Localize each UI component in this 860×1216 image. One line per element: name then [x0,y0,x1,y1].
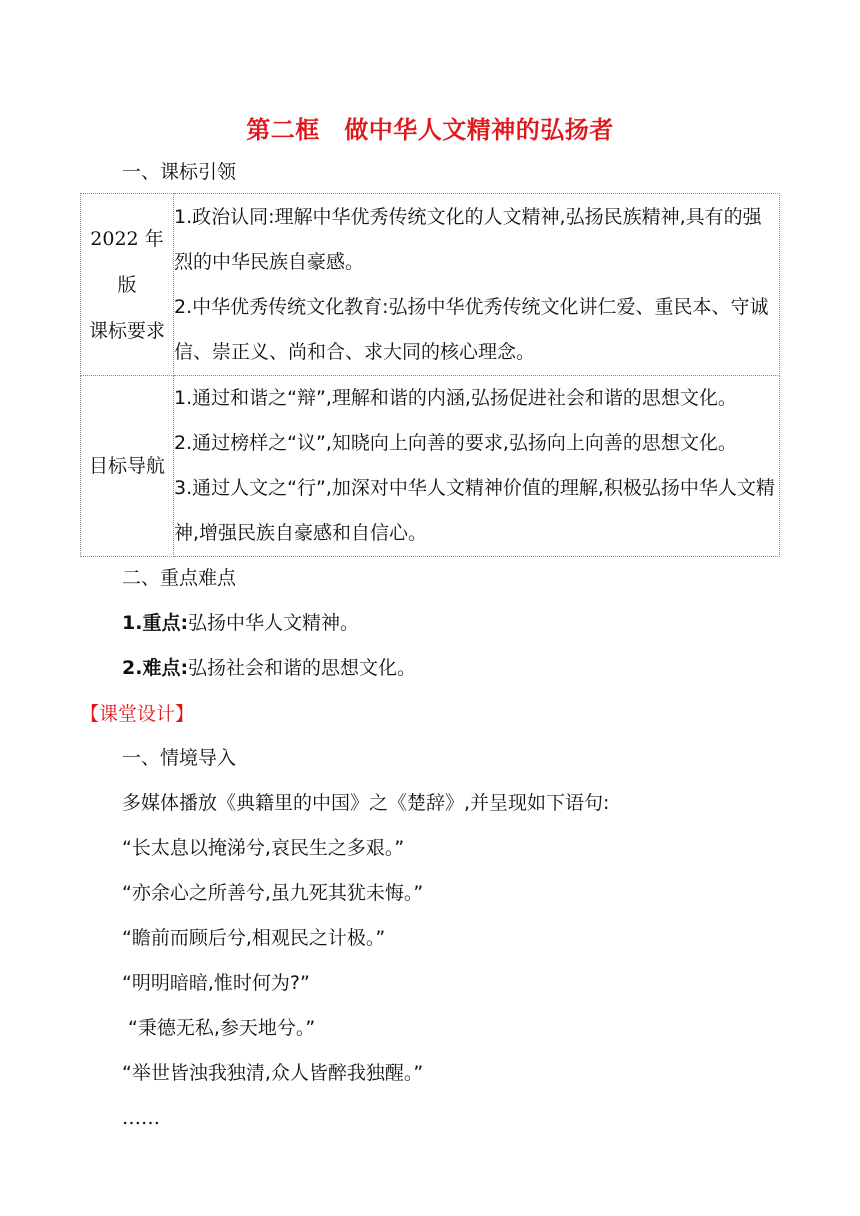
difficult-point-text: 弘扬社会和谐的思想文化。 [188,657,417,679]
difficult-point-label: 2.难点: [122,657,189,679]
table-row-label: 目标导航 [81,376,174,557]
key-point-text: 弘扬中华人文精神。 [188,612,360,634]
quote-line: “长太息以掩涕兮,哀民生之多艰。” [122,837,405,859]
quote-line: “秉德无私,参天地兮。” [122,1017,316,1039]
table-row-content [174,194,780,376]
class-design-label: 【课堂设计】 [80,703,195,725]
list-item: 2.中华优秀传统文化教育:弘扬中华优秀传统文化讲仁爱、重民本、守诚信、崇正义、尚和合、求大同的核心理念。 [174,295,769,363]
table-row-label [81,194,174,376]
ellipsis: …… [122,1107,160,1129]
table-row [81,194,780,376]
section-heading-intro: 一、情境导入 [122,747,237,769]
list-item: 1.通过和谐之“辩”,理解和谐的内涵,弘扬促进社会和谐的思想文化。 [174,387,737,409]
difficult-point [122,654,416,682]
list-item: 2.通过榜样之“议”,知晓向上向善的要求,弘扬向上向善的思想文化。 [174,432,737,454]
list-item: 1.政治认同:理解中华优秀传统文化的人文精神,弘扬民族精神,具有的强烈的中华民族自豪感。 [174,205,762,273]
section-heading-curriculum: 一、课标引领 [122,161,237,183]
table-row-content [174,376,780,557]
page-title: 第二框 做中华人文精神的弘扬者 [246,116,614,144]
quote-line: “举世皆浊我独清,众人皆醉我独醒。” [122,1062,424,1084]
key-point [122,609,359,637]
list-item: 3.通过人文之“行”,加深对中华人文精神价值的理解,积极弘扬中华人文精神,增强民族自豪感和自信心。 [174,477,775,544]
section-heading-key-points: 二、重点难点 [122,567,237,589]
key-point-label: 1.重点: [122,612,189,634]
quote-line: “瞻前而顾后兮,相观民之计极。” [122,927,386,949]
curriculum-table [80,193,780,557]
intro-text: 多媒体播放《典籍里的中国》之《楚辞》,并呈现如下语句: [122,792,610,814]
label-line: 课标要求 [88,319,165,342]
quote-line: “明明暗暗,惟时何为?” [122,972,310,994]
label-line: 2022 年版 [90,227,164,296]
quote-line: “亦余心之所善兮,虽九死其犹未悔。” [122,882,424,904]
table-row [81,376,780,557]
